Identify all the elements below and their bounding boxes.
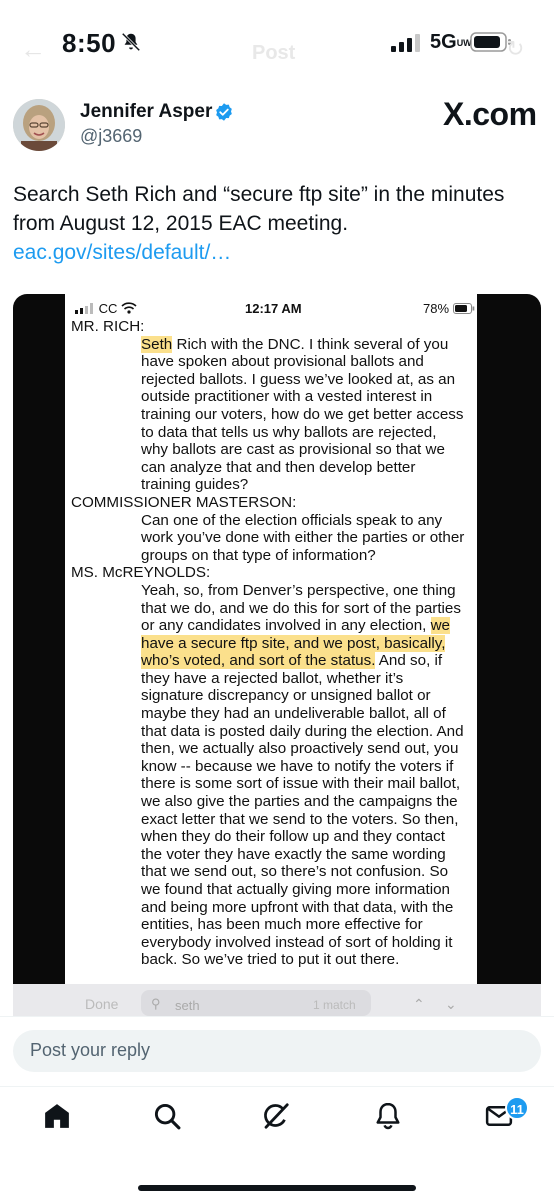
reply-bar <box>0 1016 554 1086</box>
status-time: 8:50 <box>62 28 117 58</box>
post-body: Search Seth Rich and “secure ftp site” in the minutes from August 12, 2015 EAC meeting. <box>13 183 505 235</box>
reply-placeholder: Post your reply <box>30 1040 151 1060</box>
embedded-battery-icon <box>453 303 475 314</box>
refresh-icon[interactable]: ↻ <box>506 36 525 61</box>
chevron-down-icon: ⌄ <box>445 996 457 1012</box>
messages-badge: 11 <box>505 1096 529 1120</box>
home-icon[interactable] <box>42 1101 72 1131</box>
embedded-battery <box>423 301 475 316</box>
search-match-highlight: Seth <box>141 335 173 353</box>
search-icon: ⚲ <box>151 996 161 1011</box>
status-bar <box>0 0 554 84</box>
post-text <box>13 180 533 267</box>
author-handle[interactable]: @j3669 <box>80 126 143 146</box>
find-match-count: 1 match <box>313 998 356 1012</box>
paragraph-text: Rich with the DNC. I think several of you have spoken about provisional ballots and rejected ballots. I guess we’ve looked at, as an outside practitioner with a vested interest in training our voters, how do we get better access to data that tells us why ballots are rejected, why ballots are cast as provisional so that we can analyze that and then develop better training guides? <box>141 335 464 494</box>
chevron-up-icon: ⌃ <box>413 996 425 1012</box>
bottom-nav <box>0 1086 554 1200</box>
attached-image[interactable] <box>13 294 541 1016</box>
post-link[interactable]: eac.gov/sites/default/… <box>13 241 232 264</box>
find-in-page-bar <box>13 984 541 1016</box>
embedded-time: 12:17 AM <box>245 301 302 316</box>
author-name[interactable]: Jennifer Asper <box>80 101 213 122</box>
speaker-label: COMMISSIONER MASTERSON: <box>71 493 297 511</box>
reply-input[interactable] <box>13 1030 541 1072</box>
ghost-page-title: Post <box>252 42 296 64</box>
avatar-image <box>13 99 65 151</box>
transcript-paragraph <box>65 336 477 494</box>
avatar[interactable] <box>13 99 65 151</box>
network-label: 5G <box>430 31 457 53</box>
find-done-button: Done <box>85 996 119 1012</box>
back-arrow-icon[interactable]: ← <box>20 34 46 64</box>
embedded-battery-label: 78% <box>423 301 450 316</box>
transcript-paragraph <box>65 582 477 969</box>
transcript-paragraph: Can one of the election officials speak to any work you’ve done with either the parties or other groups on that type of information? <box>141 511 465 564</box>
paragraph-text: Yeah, so, from Denver’s perspective, one thing that we do, and we do this for sort of the parties or any candidates involved in any election, <box>141 581 461 635</box>
cellular-signal-icon <box>391 34 421 52</box>
home-indicator <box>138 1185 416 1191</box>
speaker-label: MS. McREYNOLDS: <box>71 564 211 582</box>
embedded-wifi-icon <box>121 302 137 314</box>
find-search-text: seth <box>175 998 200 1013</box>
embedded-status-bar <box>65 294 477 320</box>
network-type <box>430 31 472 54</box>
network-suffix: UW <box>456 38 472 48</box>
bell-muted-icon <box>120 31 142 53</box>
paragraph-text: And so, if they have a rejected ballot, whether it’s signature discrepancy or unsigned ballot or maybe they had an undeliverable ballot, all of that data is posted daily during the election. And then, we actually also proactively send out, you know -- because we have to notify the voters if there is some sort of issue with their mail ballot, we also give the parties and the campaigns the exact letter that we send to the voters. So then, when they do their follow up and they contact the voter they have exactly the same wording that we send out, so there’s not confusion. So we found that actually giving more information and being more upfront with that data, with the entities, has been much more effective for everybody involved instead of sort of holding it back. So we’ve tried to put it out there. <box>141 652 464 969</box>
highlighted-text: we have a secure ftp site, and we post, basically, who’s voted, and sort of the status. <box>141 617 451 670</box>
embedded-signal-icon <box>75 303 95 314</box>
xcom-watermark: X.com <box>443 96 537 132</box>
search-icon[interactable] <box>152 1101 182 1131</box>
notifications-bell-icon[interactable] <box>373 1101 403 1131</box>
embedded-carrier: CC <box>98 301 118 316</box>
document-screenshot <box>65 294 477 1016</box>
transcript-text <box>65 318 477 969</box>
embedded-status-left <box>75 301 137 316</box>
speaker-label: MR. RICH: <box>71 318 145 335</box>
grok-icon[interactable] <box>261 1101 291 1131</box>
verified-badge-icon <box>214 102 234 122</box>
